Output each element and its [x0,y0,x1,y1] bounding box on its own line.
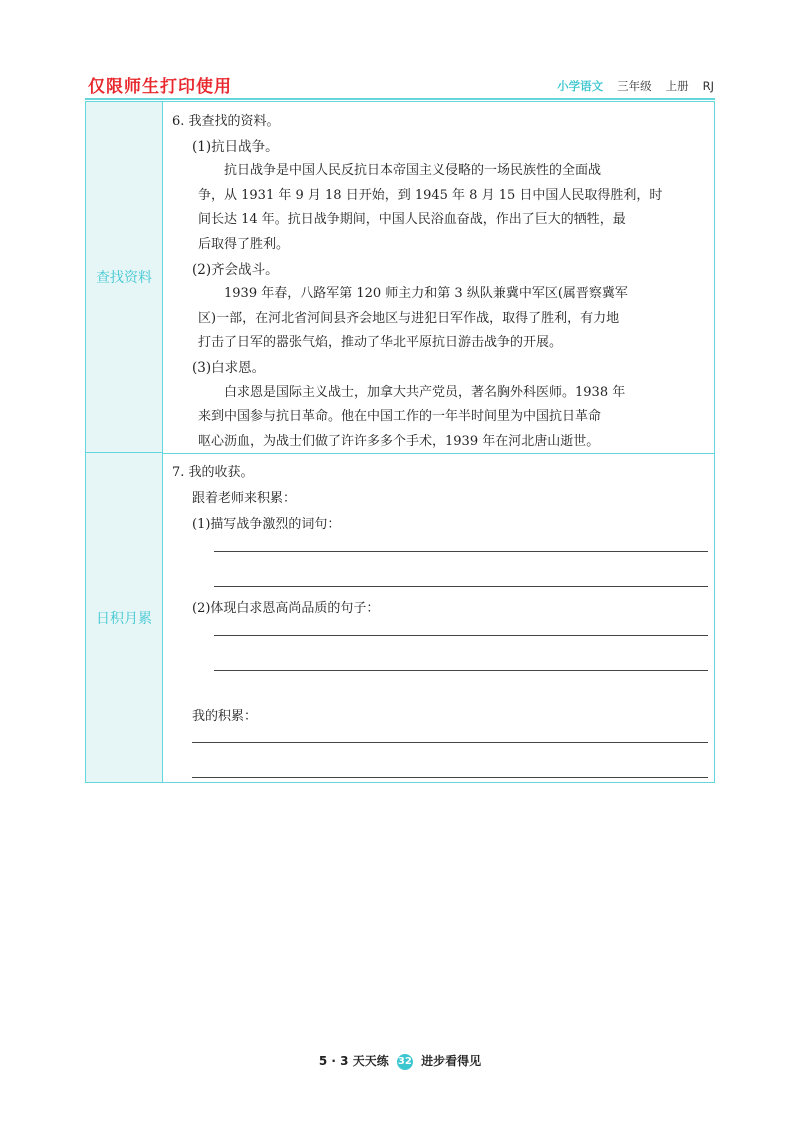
worksheet-table [85,101,715,783]
writing-line[interactable] [192,742,708,743]
writing-line[interactable] [192,777,708,778]
paragraph-line: 呕心沥血，为战士们做了许许多多个手术，1939 年在河北唐山逝世。 [198,433,600,449]
grade-label: 三年级 [617,79,652,93]
volume-label: 上册 [665,79,689,93]
question-7: 7. 我的收获。 [172,465,254,480]
header-divider [85,98,715,100]
item-title: (3)白求恩。 [192,359,266,376]
section-label-research: 查找资料 [86,102,163,453]
paragraph-line: 抗日战争是中国人民反抗日本帝国主义侵略的一场民族性的全面战 [224,163,602,179]
paragraph-line: 区)一部，在河北省河间县齐会地区与进犯日军作战，取得了胜利，有力地 [198,310,620,326]
paragraph-line: 间长达 14 年。抗日战争期间，中国人民浴血奋战，作出了巨大的牺牲，最 [198,212,626,228]
prompt-war-words: (1)描写战争激烈的词句： [192,517,341,532]
paragraph-line: 来到中国参与抗日革命。他在中国工作的一年半时间里为中国抗日革命 [198,409,602,425]
edition-label: RJ [702,79,714,93]
paragraph-line: 打击了日军的嚣张气焰，推动了华北平原抗日游击战争的开展。 [198,335,563,351]
footer-brand: 5 · 3 天天练 [318,1054,389,1068]
footer-slogan: 进步看得见 [421,1054,482,1068]
page-number: 32 [397,1054,413,1070]
item-title: (1)抗日战争。 [192,138,279,155]
book-info [557,78,714,94]
prompt-my-accumulation: 我的积累： [192,709,258,724]
watermark-text: 仅限师生打印使用 [88,77,232,97]
paragraph-line: 争，从 1931 年 9 月 18 日开始，到 1945 年 8 月 15 日中国人民取得胜利，时 [198,187,663,203]
research-content [172,110,708,454]
subject-label: 小学语文 [557,79,604,93]
paragraph-line: 白求恩是国际主义战士，加拿大共产党员，著名胸外科医师。1938 年 [224,384,626,400]
question-6: 6. 我查找的资料。 [172,114,280,129]
writing-line[interactable] [214,635,708,636]
harvest-intro: 跟着老师来积累： [192,491,297,506]
writing-line[interactable] [214,670,708,671]
writing-line[interactable] [214,551,708,552]
prompt-bethune-sentences: (2)体现白求恩高尚品质的句子： [192,601,380,616]
paragraph-line: 1939 年春，八路军第 120 师主力和第 3 纵队兼冀中军区(属晋察冀军 [224,286,628,302]
section-label-accumulate: 日积月累 [86,453,163,782]
page-footer [0,1052,800,1070]
writing-line[interactable] [214,586,708,587]
paragraph-line: 后取得了胜利。 [198,236,290,252]
item-title: (2)齐会战斗。 [192,261,279,278]
